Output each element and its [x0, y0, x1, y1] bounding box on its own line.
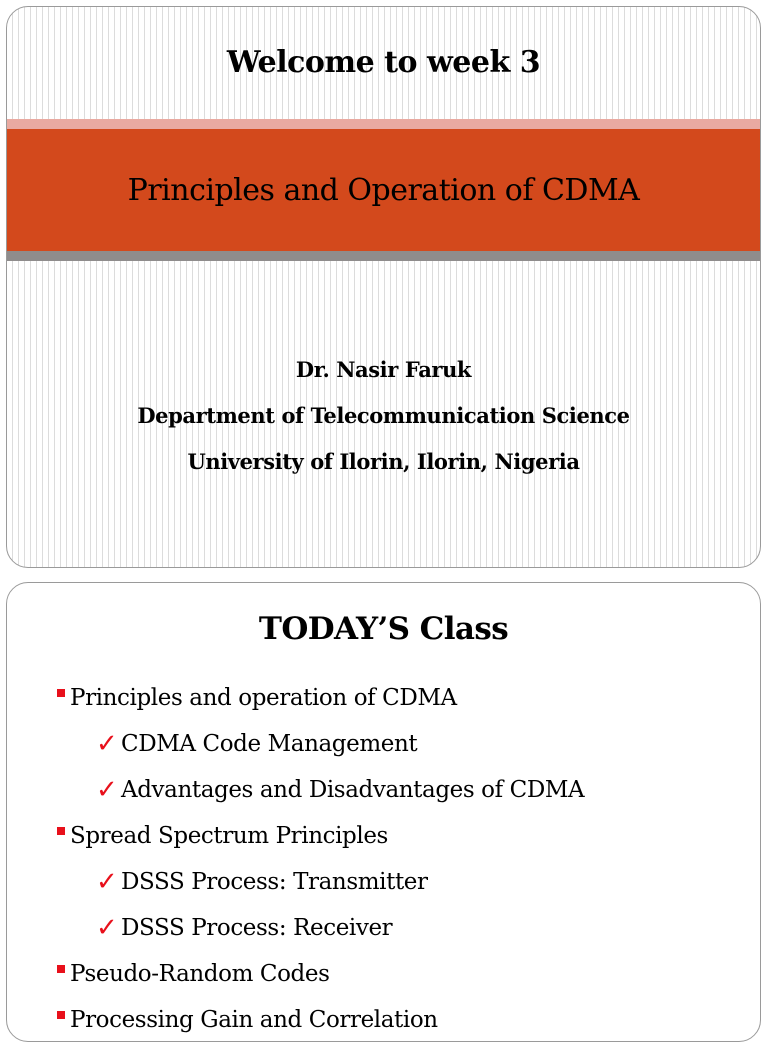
title-slide: [6, 6, 761, 568]
list-item: [7, 859, 760, 905]
list-item-text: Pseudo-Random Codes: [70, 961, 330, 987]
square-bullet-icon: [57, 1011, 65, 1019]
agenda-list: [7, 675, 760, 1042]
list-item-text: Processing Gain and Correlation: [70, 1007, 438, 1033]
checkmark-icon: ✓: [96, 867, 118, 897]
slide-title: Welcome to week 3: [226, 45, 541, 80]
checkmark-icon: ✓: [96, 913, 118, 943]
list-item-text: DSSS Process: Transmitter: [121, 869, 428, 895]
agenda-slide: [6, 582, 761, 1042]
list-item-text: Principles and operation of CDMA: [70, 685, 457, 711]
list-item: [7, 675, 760, 721]
list-item: [7, 951, 760, 997]
agenda-title: TODAY’S Class: [258, 611, 509, 647]
list-item-text: CDMA Code Management: [121, 731, 418, 757]
slide-subtitle: Principles and Operation of CDMA: [127, 172, 640, 208]
list-item: [7, 721, 760, 767]
list-item: [7, 905, 760, 951]
author-block: [7, 347, 760, 485]
square-bullet-icon: [57, 965, 65, 973]
list-item-text: Advantages and Disadvantages of CDMA: [121, 777, 585, 803]
author-university: University of Ilorin, Ilorin, Nigeria: [187, 449, 580, 474]
author-department: Department of Telecommunication Science: [137, 403, 630, 428]
accent-band-bottom: [7, 251, 760, 261]
author-name: Dr. Nasir Faruk: [295, 357, 472, 382]
list-item-text: Spread Spectrum Principles: [70, 823, 388, 849]
square-bullet-icon: [57, 689, 65, 697]
list-item: [7, 813, 760, 859]
accent-band-top: [7, 119, 760, 129]
checkmark-icon: ✓: [96, 729, 118, 759]
list-item: [7, 767, 760, 813]
square-bullet-icon: [57, 827, 65, 835]
checkmark-icon: ✓: [96, 775, 118, 805]
subtitle-band: [7, 129, 760, 251]
list-item: [7, 997, 760, 1042]
list-item-text: DSSS Process: Receiver: [121, 915, 393, 941]
